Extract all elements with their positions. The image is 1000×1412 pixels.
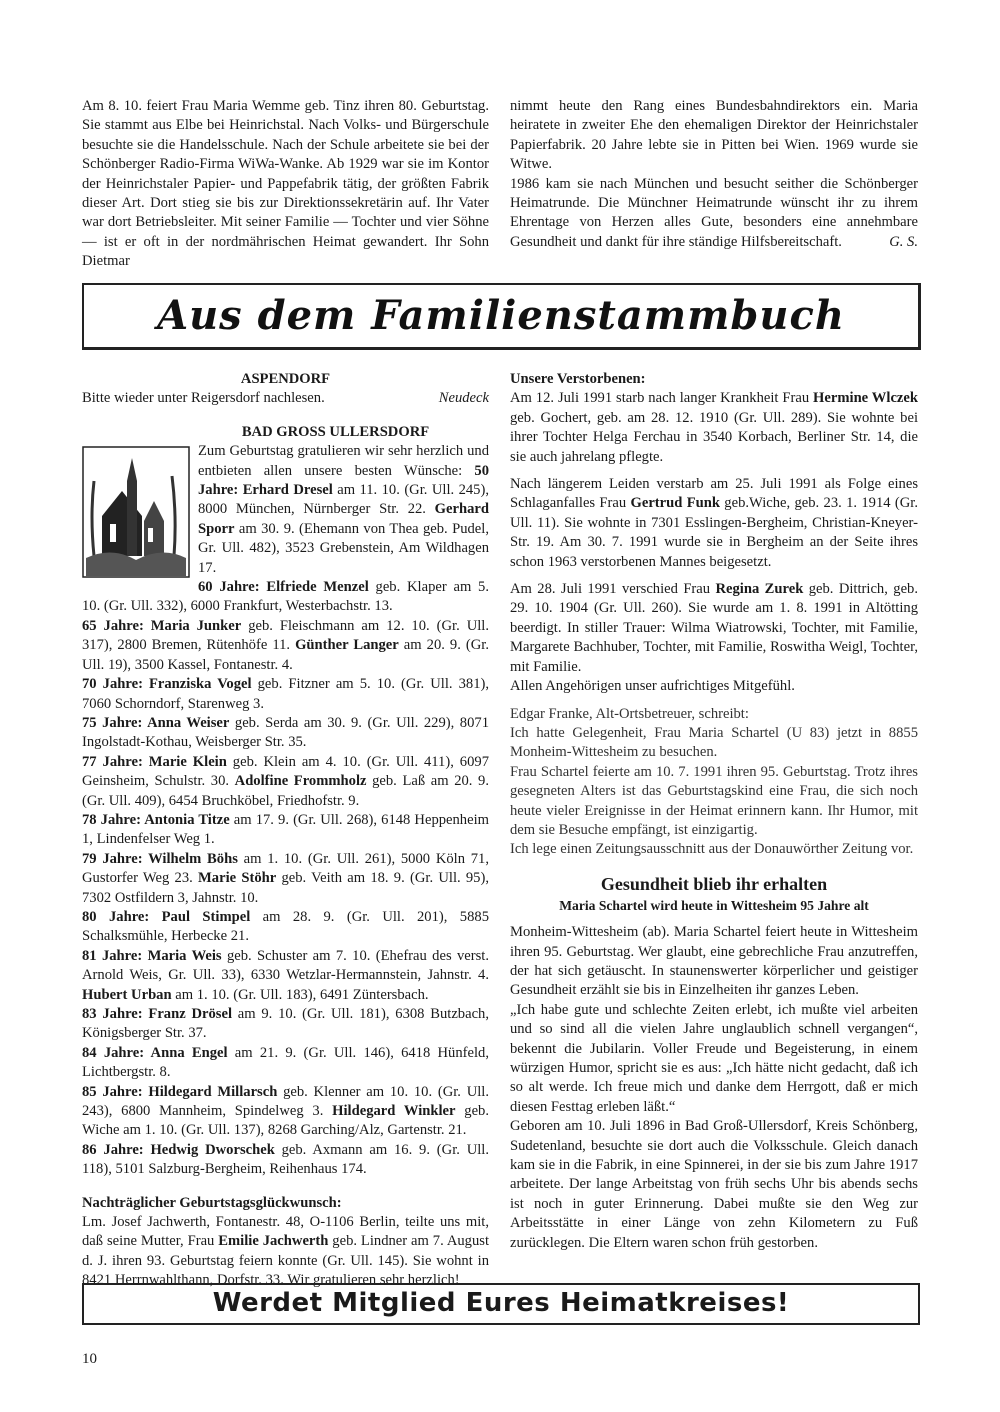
name-bold: 70 Jahre: Franziska Vogel (82, 676, 252, 693)
paragraph (510, 580, 918, 677)
text-run: „Ich habe gute und schlechte Zeiten erlebt, ich mußte viel arbeiten und so sind all die vielen Jahre unglaublich schnell vergangen“, bekennt die Jubilarin. Voller Freude und Begeisterung, in einem würzigen Humor, spricht sie es aus: „Ich hätte nicht gedacht, daß ich so alt werde. Ich freue mich und danke dem Herrgott, daß er mich diesen Festtag erleben läßt.“ (510, 1001, 918, 1115)
paragraph (510, 763, 918, 841)
text-run: geb. Axmann am 16. 9. (Gr. Ull. 118), 5101 Salzburg-Bergheim, Reihenhaus 174. (82, 1141, 489, 1178)
condolence: Allen Angehörigen unser aufrichtiges Mitgefühl. (510, 678, 795, 695)
membership-banner (82, 1283, 920, 1325)
text-run: am 30. 9. (Ehemann von Thea geb. Pudel, Gr. Ull. 482), 3523 Grebenstein, Am Wildhagen 17. (198, 520, 489, 576)
aspendorf-heading: ASPENDORF (240, 371, 331, 387)
name-bold: 79 Jahre: Wilhelm Böhs (82, 850, 238, 867)
name-bold: Marie Stöhr (198, 870, 277, 887)
paragraph (82, 1083, 489, 1141)
paragraph (510, 97, 918, 175)
text-run: geb. Klaper am 5. 10. (Gr. Ull. 332), 6000 Frankfurt, Westerbachstr. 13. (82, 579, 489, 615)
paragraph (510, 175, 918, 253)
name-bold: 83 Jahre: Franz Drösel (82, 1006, 232, 1022)
aspendorf-text: Bitte wieder unter Reigersdorf nachlesen. (82, 390, 325, 407)
name-bold: Regina Zurek (715, 581, 804, 598)
late-wish-heading: Nachträglicher Geburtstagsglückwunsch: (82, 1194, 342, 1211)
paragraph (82, 1005, 489, 1044)
section-banner (82, 283, 921, 350)
paragraph (510, 389, 918, 467)
paragraph (82, 1044, 489, 1083)
name-bold: Hubert Urban (82, 986, 172, 1003)
text-run: geb. Lindner am 7. August d. J. ihren 93. Geburtstag feiern konnte (Gr. Ull. 145). Sie wohnt in 8421 Herrnwahlthann, Dorfstr. 33. Wir gratulieren sehr herzlich! (82, 1233, 490, 1289)
paragraph (82, 675, 489, 714)
clipping-headline: Gesundheit blieb ihr erhalten (600, 873, 828, 894)
text-run: geb. Klein am 4. 10. (Gr. Ull. 411), 6097 Geinsheim, Schulstr. 30. (82, 753, 489, 790)
text-run: Monheim-Wittesheim (ab). Maria Schartel feiert heute in Wittesheim ihren 95. Geburtstag. Wer glaubt, eine gebrechliche Frau anzutreffen, der hat sich getäuscht. In staunenswerter körperlicher und geistiger Gesundheit erzählt sie bis in Einzelheiten ihr ganzes Leben. (510, 924, 918, 999)
text-run: geb. Wiche am 1. 10. (Gr. Ull. 137), 8268 Garching/Alz, Gartenstr. 21. (82, 1103, 489, 1139)
church-woodcut-image (82, 446, 190, 578)
paragraph (510, 1001, 918, 1117)
name-bold: Günther Langer (295, 637, 399, 654)
text-run: am 21. 9. (Gr. Ull. 146), 6418 Hünfeld, Lichtbergstr. 8. (82, 1044, 489, 1081)
text-run: am 20. 9. (Gr. Ull. 19), 3500 Kassel, Fontanestr. 4. (82, 637, 489, 673)
text-run: geb. Fitzner am 5. 10. (Gr. Ull. 381), 7060 Schorndorf, Starenweg 3. (82, 676, 489, 712)
text-run: geb. Serda am 30. 9. (Gr. Ull. 229), 8071 Ingolstadt-Kothau, Weisberger Str. 35. (82, 714, 489, 751)
text-run: Lm. Josef Jachwerth, Fontanestr. 48, O-1106 Berlin, teilte uns mit, daß seine Mutter, Frau (82, 1214, 489, 1250)
paragraph (82, 578, 489, 617)
text-run: Edgar Franke, Alt-Ortsbetreuer, schreibt: (510, 705, 749, 722)
name-bold: 65 Jahre: Maria Junker (82, 617, 242, 634)
text-run: Zum Geburtstag gratulieren wir sehr herzlich und entbieten allen unsere besten Wünsche: (198, 443, 489, 479)
paragraph (82, 97, 489, 272)
text-run: geb. Schuster am 7. 10. (Ehefrau des verst. Arnold Weis, Gr. Ull. 33), 6330 Wetzlar-Hermannstein, Jahnstr. 4. (82, 947, 490, 984)
text-run: am 17. 9. (Gr. Ull. 268), 6148 Heppenheim 1, Lindenfelser Weg 1. (82, 811, 489, 848)
name-bold: Hildegard Winkler (332, 1103, 456, 1120)
text-run: am 1. 10. (Gr. Ull. 261), 5000 Köln 71, Gustorfer Weg 23. (82, 850, 489, 887)
paragraph (510, 1117, 918, 1253)
name-bold: Adolfine Frommholz (234, 773, 367, 790)
paragraph (82, 617, 489, 675)
signature: G. S. (889, 234, 918, 251)
text-run: geb. Gochert, geb. am 28. 12. 1910 (Gr. Ull. 289). Sie wohnte bei ihrer Tochter Helga Ferchau in 3540 Korbach, Berliner Str. 14, die sie auch jahrelang pflegte. (510, 409, 918, 465)
name-bold: 60 Jahre: Elfriede Menzel (198, 579, 369, 596)
text-run: Geboren am 10. Juli 1896 in Bad Groß-Ullersdorf, Kreis Schönberg, Sudetenland, besuchte sie dort auch die Volksschule. Gleich danach kam sie in die Fabrik, in eine Spinnerei, in der sie bis zum Jahre 1917 arbeitete. Der lange Arbeitstag von früh sechs Uhr bis abends sechs ist noch in guter Erinnerung. Dabei mußte sie den Weg zur Arbeitsstätte in einer Länge von zehn Kilometern zu Fuß zurücklegen. Die Eltern waren schon früh gestorben. (510, 1118, 918, 1251)
name-bold: 86 Jahre: Hedwig Dworschek (82, 1141, 275, 1158)
name-bold: 80 Jahre: Paul Stimpel (82, 908, 251, 925)
paragraph (82, 714, 489, 753)
text-run: geb. Klenner am 10. 10. (Gr. Ull. 243), 6800 Mannheim, Spindelweg 3. (82, 1083, 489, 1120)
name-bold: Gerhard Sporr (198, 501, 489, 537)
membership-slogan: Werdet Mitglied Eures Heimatkreises! (212, 1288, 790, 1319)
name-bold: Hermine Wlczek (813, 390, 918, 407)
text-run: geb. Fleischmann am 12. 10. (Gr. Ull. 317), 2800 Bremen, Rütenhöfe 11. (82, 617, 489, 654)
text-run: Am 12. Juli 1991 starb nach langer Krankheit Frau (510, 390, 814, 407)
text-run: geb. Dittrich, geb. 29. 10. 1904 (Gr. Ull. 260). Sie wurde am 1. 8. 1991 in Altötting beerdigt. In stiller Trauer: Wilma Wiatrowski, Tochter, mit Familie, Margarete Bachhuber, Tochter, mit Familie, Roswitha Weigl, Tochter, mit Familie. (510, 581, 918, 675)
right-column (510, 370, 918, 1253)
text-run: am 11. 10. (Gr. Ull. 245), 8000 München, Nürnberger Str. 22. (198, 482, 489, 518)
paragraph (82, 947, 489, 1005)
text-run: Am 28. Juli 1991 verschied Frau (510, 581, 716, 598)
text-run: 1986 kam sie nach München und besucht seither die Schönberger Heimatrunde. Die Münchner Heimatrunde wünscht ihr zu ihrem Ehrentage von Herzen alles Gute, besonders eine annehmbare Gesundheit und dankt für ihre ständige Hilfsbereitschaft. (510, 175, 918, 250)
deceased-heading: Unsere Verstorbenen: (510, 371, 646, 387)
name-bold: 85 Jahre: Hildegard Millarsch (82, 1083, 278, 1100)
text-run: Frau Schartel feierte am 10. 7. 1991 ihren 95. Geburtstag. Trotz ihres gesegneten Alters ist das Geburtstagskind eine Frau, die sich noch heute vieler Ereignisse in der Heimat erinnern kann. Ihr Humor, mit dem sie Besuche empfängt, ist einzigartig. (510, 763, 918, 838)
name-bold: 77 Jahre: Marie Klein (82, 753, 227, 770)
paragraph (82, 908, 489, 947)
left-column (82, 370, 489, 1291)
text-run: am 9. 10. (Gr. Ull. 181), 6308 Butzbach, Königsberger Str. 37. (82, 1006, 489, 1042)
paragraph (82, 1213, 489, 1291)
aspendorf-author: Neudeck (438, 390, 489, 407)
name-bold: 75 Jahre: Anna Weiser (82, 714, 230, 731)
text-run: geb. Laß am 20. 9. (Gr. Ull. 409), 6454 Bruchköbel, Friedhofstr. 9. (82, 773, 489, 809)
paragraph (510, 724, 918, 763)
paragraph (510, 923, 918, 1001)
text-run: Ich hatte Gelegenheit, Frau Maria Schartel (U 83) jetzt in 8855 Monheim-Wittesheim zu besuchen. (510, 724, 918, 761)
top-left-article (82, 97, 489, 272)
paragraph (82, 1141, 489, 1180)
name-bold: 84 Jahre: Anna Engel (82, 1044, 228, 1061)
text-run: geb.Wiche, geb. 23. 1. 1914 (Gr. Ull. 11). Sie wohnte in 7301 Esslingen-Bergheim, Christian-Kneyer-Str. 19. Am 30. 7. 1991 wurde sie in Bergheim an der Seite ihres schon 1963 verstorbenen Mannes beigesetzt. (510, 495, 918, 570)
clipping-subheadline: Maria Schartel wird heute in Wittesheim 95 Jahre alt (559, 897, 869, 913)
banner-title: Aus dem Familienstammbuch (157, 292, 845, 340)
text-run: Am 8. 10. feiert Frau Maria Wemme geb. Tinz ihren 80. Geburtstag. Sie stammt aus Elbe bei Heinrichstal. Nach Volks- und Bürgerschule besuchte sie die Handelsschule. Nach der Schule arbeitete sie bei der Schönberger Radio-Firma WiWa-Wanke. Ab 1929 war sie im Kontor der Heinrichstaler Papier- und Pappefabrik tätig, der größten Fabrik dieser Art. Dort stieg sie bis zur Direktionssekretärin auf. Ihr Vater war dort Betriebsleiter. Mit seiner Familie — Tochter und vier Söhne — ist er oft in der nordmährischen Heimat gewandert. Ihr Sohn Dietmar (82, 98, 489, 270)
text-run: nimmt heute den Rang eines Bundesbahndirektors ein. Maria heiratete in zweiter Ehe den ehemaligen Direktor der Heinrichstaler Papierfabrik. 20 Jahre lebte sie in Pitten bei Wien. 1969 wurde sie Witwe. (510, 98, 918, 173)
name-bold: Emilie Jachwerth (218, 1233, 329, 1250)
paragraph (510, 475, 918, 572)
name-bold: 50 Jahre: Erhard Dresel (198, 462, 489, 499)
text-run: am 1. 10. (Gr. Ull. 183), 6491 Züntersbach. (171, 986, 429, 1003)
bad-gross-heading: BAD GROSS ULLERSDORF (241, 423, 430, 440)
aspendorf-note (82, 389, 489, 408)
name-bold: 81 Jahre: Maria Weis (82, 947, 222, 964)
name-bold: Gertrud Funk (630, 495, 720, 512)
text-run: geb. Veith am 18. 9. (Gr. Ull. 95), 7302 Ostfildern 3, Jahnstr. 10. (82, 870, 489, 906)
text-run: Ich lege einen Zeitungsausschnitt aus der Donauwörther Zeitung vor. (510, 841, 914, 858)
page-number: 10 (82, 1351, 97, 1367)
paragraph (82, 811, 489, 850)
paragraph (510, 705, 918, 724)
paragraph (82, 850, 489, 908)
text-run: am 28. 9. (Gr. Ull. 201), 5885 Schalksmühle, Herbecke 21. (82, 908, 489, 945)
top-right-article (510, 97, 918, 253)
text-run: Nach längerem Leiden verstarb am 25. Juli 1991 als Folge eines Schlaganfalles Frau (510, 476, 918, 512)
name-bold: 78 Jahre: Antonia Titze (82, 811, 230, 828)
paragraph (82, 753, 489, 811)
paragraph (510, 840, 918, 859)
